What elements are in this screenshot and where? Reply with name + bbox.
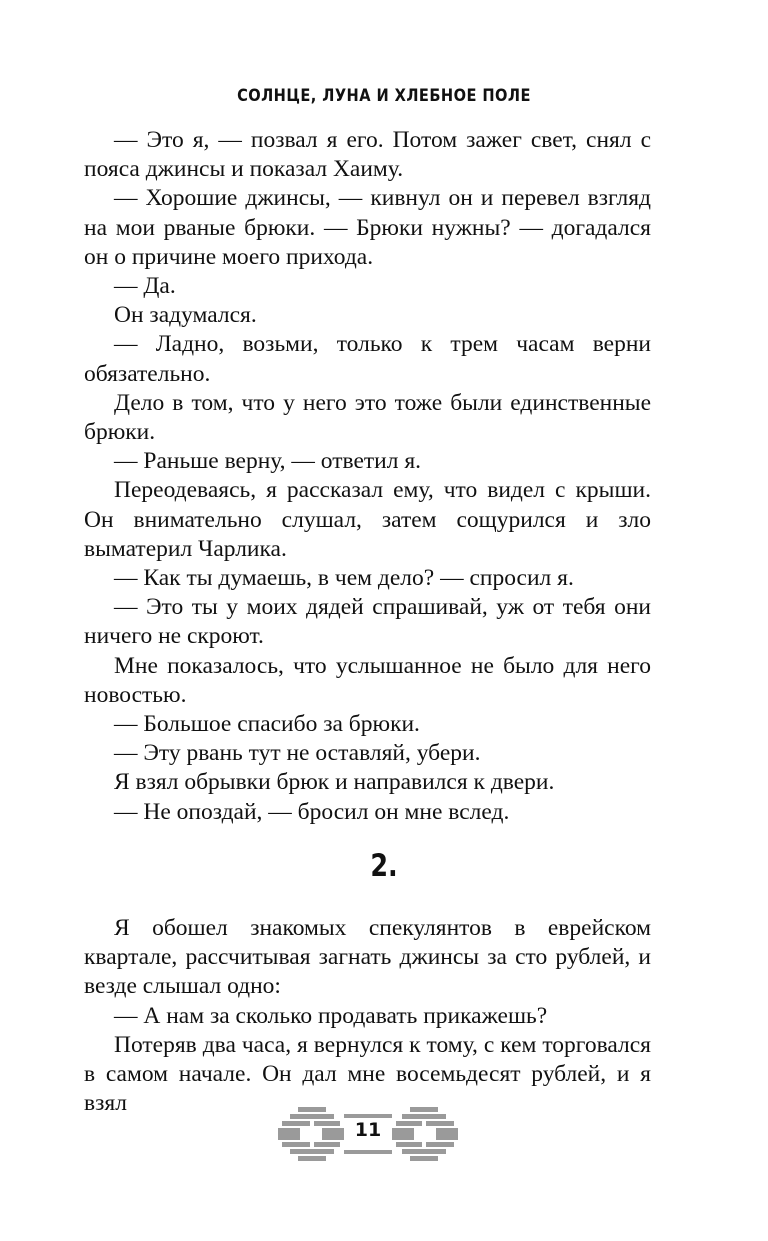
paragraph: — А нам за сколько продавать прикажешь? — [114, 1002, 548, 1029]
chapter-number: 2. — [370, 848, 398, 884]
paragraph: Я взял обрывки брюк и направился к двери. — [114, 769, 555, 796]
paragraph: Мне показалось, что услышанное не было для него новостью. — [84, 652, 651, 708]
paragraph: — Хорошие джинсы, — кивнул он и перевел взгляд на мои рваные брюки. — Брюки нужны? — догадался он о причине моего прихода. — [84, 185, 651, 270]
paragraph: Он задумался. — [114, 302, 257, 329]
paragraph: — Ладно, возьми, только к трем часам верни обязательно. — [84, 331, 651, 387]
page-footer — [278, 1105, 458, 1163]
text-block-bottom — [84, 914, 651, 1118]
text-block-top — [84, 126, 651, 827]
paragraph: Дело в том, что у него это тоже были единственные брюки. — [84, 389, 651, 446]
paragraph: Потеряв два часа, я вернулся к тому, с кем торговался в самом начале. Он дал мне восемьдесят рублей, и я взял — [84, 1031, 651, 1117]
paragraph: — Это ты у моих дядей спрашивай, уж от тебя они ничего не скроют. — [84, 594, 651, 650]
paragraph: Переодеваясь, я рассказал ему, что видел с крыши. Он внимательно слушал, затем сощурился и зло выматерил Чарлика. — [84, 477, 651, 562]
paragraph: — Да. — [114, 273, 176, 300]
paragraph: — Раньше верну, — ответил я. — [114, 448, 422, 475]
paragraph: Я обошел знакомых спекулянтов в еврейском квартале, рассчитывая загнать джинсы за сто рублей, и везде слышал одно: — [84, 915, 651, 1000]
paragraph: — Большое спасибо за брюки. — [114, 711, 420, 738]
running-head: СОЛНЦЕ, ЛУНА И ХЛЕБНОЕ ПОЛЕ — [237, 86, 531, 106]
paragraph: — Как ты думаешь, в чем дело? — спросил я. — [114, 565, 574, 592]
paragraph: — Эту рвань тут не оставляй, убери. — [114, 740, 481, 767]
paragraph: — Не опоздай, — бросил он мне вслед. — [114, 798, 510, 825]
page-number: 11 — [354, 1119, 382, 1141]
paragraph: — Это я, — позвал я его. Потом зажег свет, снял с пояса джинсы и показал Хаиму. — [84, 127, 651, 183]
